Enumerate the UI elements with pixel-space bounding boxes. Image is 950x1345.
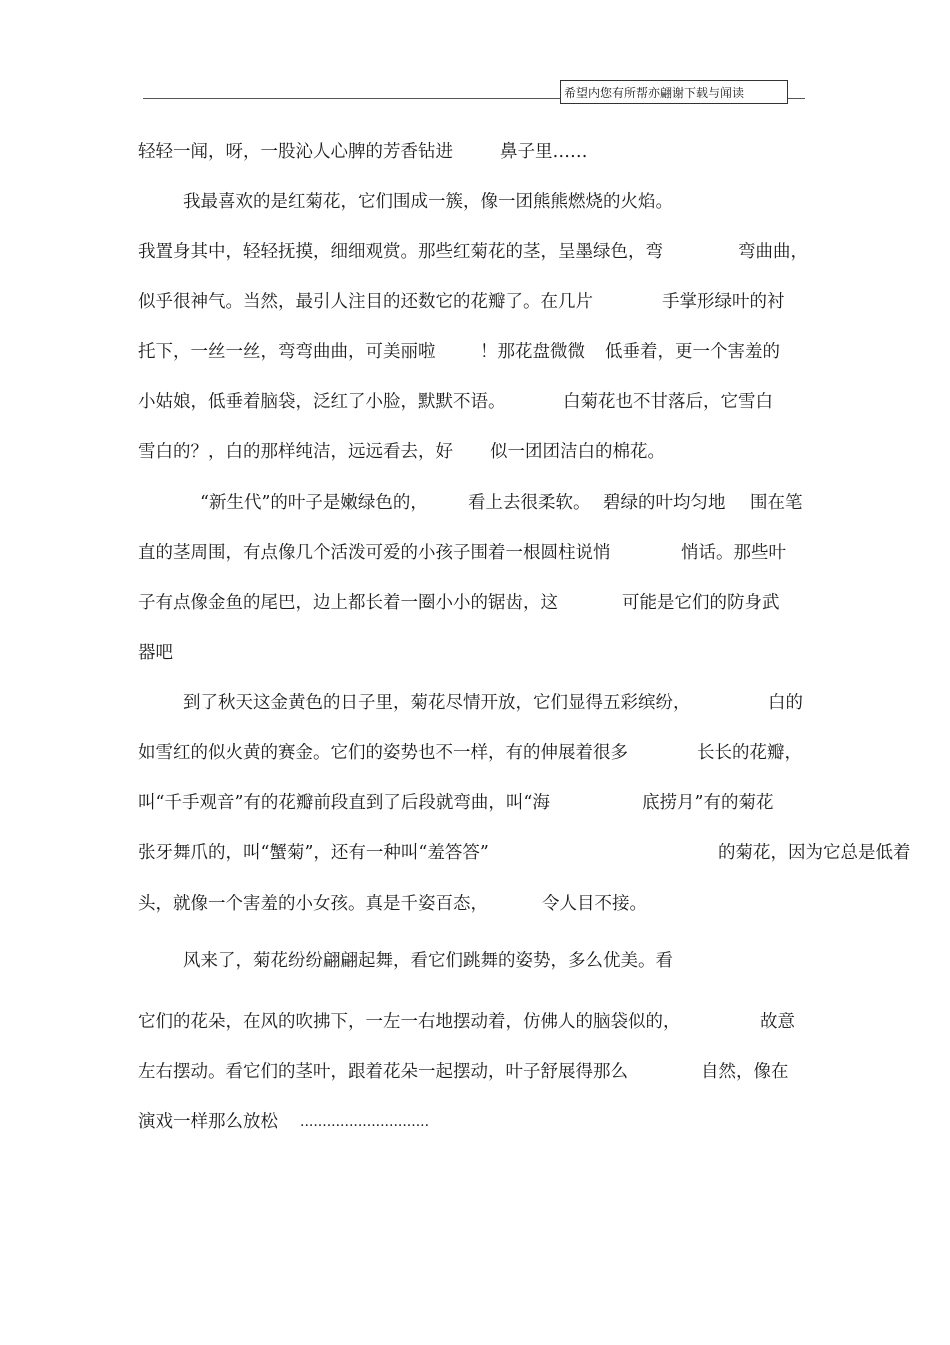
text-segment: 托下，一丝一丝，弯弯曲曲，可美丽啦 (138, 342, 436, 362)
text-segment: 左右摆动。看它们的茎叶，跟着花朵一起摆动，叶子舒展得那么 (138, 1062, 628, 1082)
text-segment: 我置身其中，轻轻抚摸，细细观赏。那些红菊花的茎，呈墨绿色，弯 (138, 242, 663, 262)
text-line-2 (0, 191, 673, 235)
text-segment: 故意 (760, 1012, 795, 1032)
text-segment: 看上去很柔软。 (468, 493, 591, 513)
text-line-20 (0, 1111, 430, 1177)
text-segment: 似一团团洁白的棉花。 (490, 442, 665, 462)
text-segment: 底捞月”有的菊花 (642, 793, 774, 813)
text-segment: 演戏一样那么放松 (138, 1112, 278, 1132)
text-segment: 轻轻一闻，呀，一股沁人心脾的芳香钻进 (138, 142, 453, 162)
text-line-17 (0, 950, 673, 994)
text-segment: 的菊花，因为它总是低着 (718, 843, 911, 863)
text-segment: 如雪红的似火黄的赛金。它们的姿势也不一样，有的伸展着很多 (138, 743, 628, 763)
text-segment: 我最喜欢的是红菊花，它们围成一簇，像一团熊熊燃烧的火焰。 (183, 192, 673, 212)
text-segment: 鼻子里…… (500, 142, 588, 162)
text-segment: 它们的花朵，在风的吹拂下，一左一右地摆动着，仿佛人的脑袋似的， (138, 1012, 681, 1032)
text-segment: 可能是它们的防身武 (622, 593, 780, 613)
text-segment: 似乎很神气。当然，最引人注目的还数它的花瓣了。在几片 (138, 292, 593, 312)
text-segment: 直的茎周围，有点像几个活泼可爱的小孩子围着一根圆柱说悄 (138, 543, 611, 563)
text-segment: 围在笔 (750, 493, 803, 513)
text-segment: 头，就像一个害羞的小女孩。真是千姿百态， (138, 894, 488, 914)
text-segment: 低垂着，更一个害羞的 (605, 342, 780, 362)
text-segment: 子有点像金鱼的尾巴，边上都长着一圈小小的锯齿，这 (138, 593, 558, 613)
text-segment: 器吧 (138, 643, 173, 663)
text-segment: 令人目不接。 (542, 894, 647, 914)
text-segment: 弯曲曲， (738, 242, 808, 262)
text-segment: “新生代”的叶子是嫩绿色的， (200, 493, 428, 513)
text-segment: 碧绿的叶均匀地 (603, 493, 726, 513)
text-line-11 (0, 642, 173, 686)
text-segment: 白的 (768, 693, 803, 713)
text-segment: 小姑娘，低垂着脑袋，泛红了小脸，默默不语。 (138, 392, 506, 412)
text-segment: 叫“千手观音”有的花瓣前段直到了后段就弯曲，叫“海 (138, 793, 550, 813)
header-note: 希望内您有所帮亦翩谢下载与闻读 (560, 80, 788, 104)
text-segment: 悄话。那些叶 (681, 543, 786, 563)
text-segment: 风来了，菊花纷纷翩翩起舞，看它们跳舞的姿势，多么优美。看 (183, 951, 673, 971)
text-segment: 自然，像在 (701, 1062, 789, 1082)
ellipsis-dots: ............................. (300, 1114, 430, 1130)
text-segment: 雪白的？，白的那样纯洁，远远看去，好 (138, 442, 453, 462)
text-segment: 手掌形绿叶的衬 (662, 292, 785, 312)
text-segment: 到了秋天这金黄色的日子里，菊花尽情开放，它们显得五彩缤纷， (183, 693, 691, 713)
text-segment: ！那花盘微微 (480, 342, 585, 362)
text-segment: 白菊花也不甘落后，它雪白 (563, 392, 773, 412)
text-segment: 张牙舞爪的，叫“蟹菊”，还有一种叫“羞答答” (138, 843, 489, 863)
text-segment: 长长的花瓣， (697, 743, 802, 763)
